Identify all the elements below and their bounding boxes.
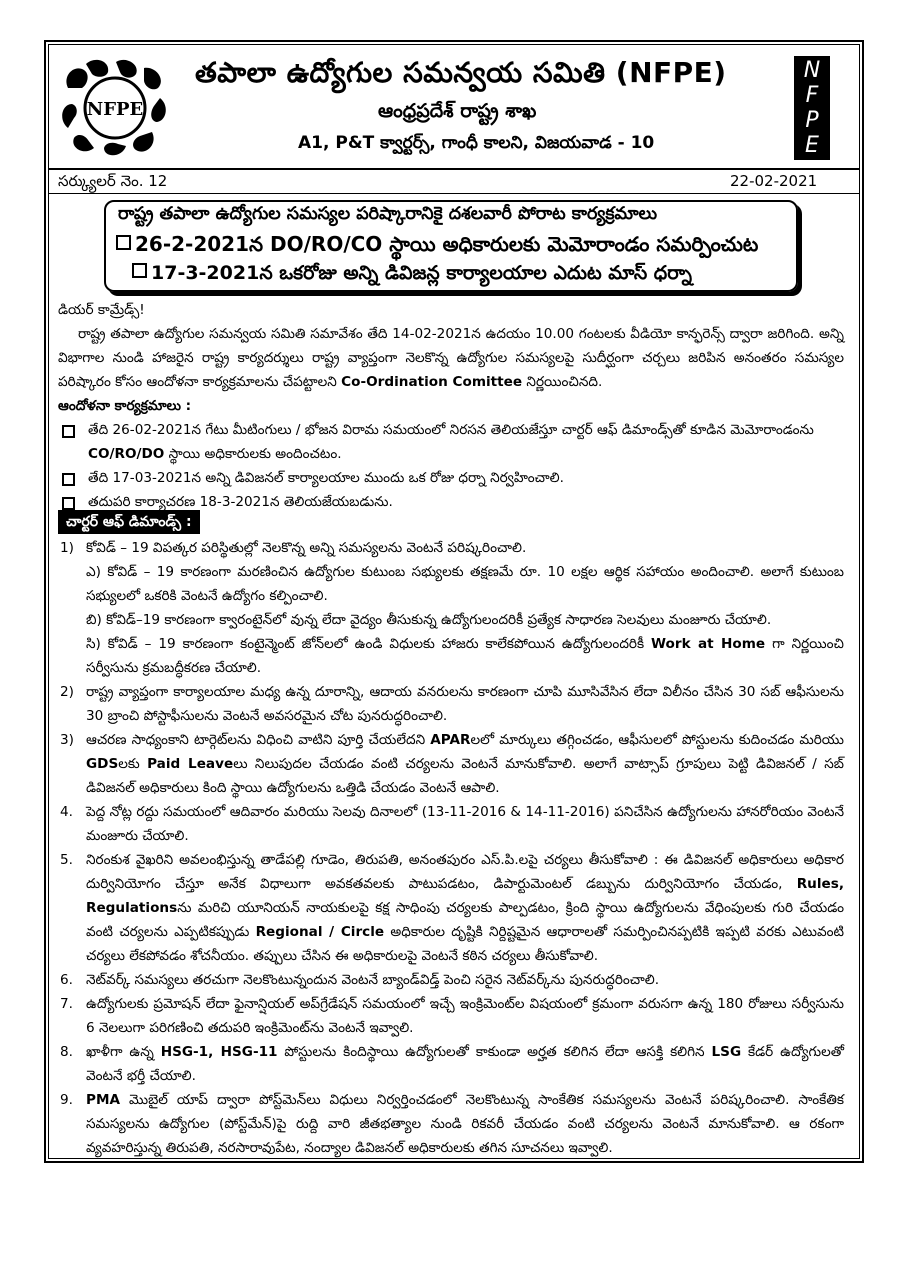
- demand-item: 6. నెట్‌వర్క్ సమస్యలు తరచుగా నెలకొంటున్నందున వెంటనే బ్యాండ్‌విడ్త్ పెంచి సరైన నెట్‌వర్క్‌ను పునరుద్ధరించాలి.: [60, 972, 660, 988]
- badge-letter: N: [803, 58, 821, 83]
- checkbox-icon: [62, 497, 75, 510]
- program-item: తదుపరి కార్యాచరణ 18-3-2021న తెలియజేయబడును.: [58, 490, 844, 514]
- badge-letter: E: [805, 133, 819, 158]
- demand-item: 8. ఖాళీగా ఉన్న HSG-1, HSG-11 పోస్టులను కిందిస్థాయి ఉద్యోగులతో కాకుండా అర్హత కలిగిన లేదా ఆసక్తి కలిగిన LSG కేడర్ ఉద్యోగులతో వెంటనే భర్తీ చేయాలి.: [60, 1044, 844, 1084]
- checkbox-icon: [62, 425, 75, 438]
- demand-item: 2) రాష్ట్ర వ్యాప్తంగా కార్యాలయాల మధ్య ఉన్న దూరాన్ని, ఆదాయ వనరులను కారణంగా చూపి మూసివేసిన లేదా విలీనం చేసిన 30 సబ్ ఆఫీసులను 30 బ్రాంచి పోస్టాఫీసులను వెంటనే అవసరమైన చోట పునరుద్ధరించాలి.: [60, 684, 844, 724]
- headline-line-1: రాష్ట్ర తపాలా ఉద్యోగుల సమస్యల పరిష్కారానికై దశలవారీ పోరాట కార్యక్రమాలు: [118, 204, 658, 224]
- programs-heading: ఆందోళనా కార్యక్రమాలు :: [58, 398, 192, 414]
- demand-item: 9. PMA మొబైల్ యాప్ ద్వారా పోస్ట్‌మెన్‌లు విధులు నిర్వర్తించడంలో నెలకొంటున్న సాంకేతిక సమస్యలను వెంటనే పరిష్కరించాలి. సాంకేతిక సమస్యలను ఉద్యోగుల (పోస్ట్‌మేన్)పై రుద్ది వారి జీతభత్యాల నుండి రికవరీ చేయడం వంటి చర్యలను వెంటనే మానుకోవాలి. ఆ రకంగా వ్యవహరిస్తున్న తిరుపతి, నరసారావుపేట, నంద్యాల డివిజనల్ అధికారులకు తగిన సూచనలు ఇవ్వాలి.: [60, 1092, 844, 1156]
- state-unit: ఆంధ్రప్రదేశ్ రాష్ట్ర శాఖ: [378, 100, 537, 122]
- headline-line-2: 26-2-2021న DO/RO/CO స్థాయి అధికారులకు మెమోరాండం సమర్పించుట: [116, 232, 758, 261]
- headline-line-3: 17-3-2021న ఒకరోజు అన్ని డివిజన్ల కార్యాలయాల ఎదుట మాస్ ధర్నా: [132, 262, 692, 289]
- badge-letter: P: [805, 108, 819, 133]
- demand-item: 4. పెద్ద నోట్ల రద్దు సమయంలో ఆదివారం మరియు సెలవు దినాలలో (13-11-2016 & 14-11-2016) పనిచేసిన ఉద్యోగులను హానరోరియం వెంటనే మంజూరు చేయాలి.: [60, 804, 844, 844]
- nfpe-side-badge: [794, 56, 830, 160]
- demand-item: 1) కోవిడ్ – 19 విపత్కర పరిస్థితుల్లో నెలకొన్న అన్ని సమస్యలను వెంటనే పరిష్కరించాలి. ఎ) కోవిడ్ – 19 కారణంగా మరణించిన ఉద్యోగుల కుటుంబ సభ్యులకు తక్షణమే రూ. 10 లక్షల ఆర్థిక సహాయం అందించాలి. అలాగే కుటుంబ సభ్యులలో ఒకరికి వెంటనే ఉద్యోగం కల్పించాలి. బి) కోవిడ్–19 కారణంగా క్వారంటైన్‌లో వున్న లేదా వైద్యం తీసుకున్న ఉద్యోగులందరికీ ప్రత్యేక సాధారణ సెలవులు మంజూరు చేయాలి. సి) కోవిడ్ – 19 కారణంగా కంటైన్మెంట్ జోన్‌లలో ఉండి విధులకు హాజరు కాలేకపోయిన ఉద్యోగులందరికీ Work at Home గా నిర్ణయించి సర్వీసును క్రమబద్ధీకరణ చేయాలి.: [60, 540, 844, 676]
- intro-paragraph: రాష్ట్ర తపాలా ఉద్యోగుల సమన్వయ సమితి సమావేశం తేది 14-02-2021న ఉదయం 10.00 గంటలకు వీడియో కాన్ఫరెన్స్ ద్వారా జరిగింది. అన్ని విభాగాల నుండి హాజరైన రాష్ట్ర కార్యదర్శులు రాష్ట్ర వ్యాప్తంగా నెలకొన్న ఉద్యోగుల సమస్యలపై సుదీర్ఘంగా చర్చలు జరిపిన అనంతరం సమస్యల పరిష్కారం కోసం ఆందోళనా కార్యక్రమాలను చేపట్టాలని Co-Ordination Comittee నిర్ణయించినది.: [58, 326, 844, 390]
- nfpe-logo: [60, 58, 170, 158]
- greeting: డియర్ కామ్రేడ్స్!: [58, 302, 145, 318]
- checkbox-icon: [116, 235, 131, 250]
- circular-number: సర్క్యులర్ నెం. 12: [58, 172, 168, 190]
- program-item: తేది 26-02-2021న గేటు మీటింగులు / భోజన విరామ సమయంలో నిరసన తెలియజేస్తూ చార్టర్ ఆఫ్ డిమాండ్స్‌తో కూడిన మెమోరాండంను CO/RO/DO స్థాయి అధికారులకు అందించటం.: [58, 418, 844, 466]
- meta-divider: [48, 193, 860, 194]
- header-divider: [48, 168, 860, 170]
- demand-item: 5. నిరంకుశ వైఖరిని అవలంభిస్తున్న తాడేపల్లి గూడెం, తిరుపతి, అనంతపురం ఎస్.పి.లపై చర్యలు తీసుకోవాలి : ఈ డివిజనల్ అధికారులు అధికార దుర్వినియోగం చేస్తూ అనేక విధాలుగా అవకతవలకు పాటుపడటం, డిపార్టుమెంటల్ డబ్బును దుర్వినియోగం చేయడం, Rules, Regulationsను మరిచి యూనియన్ నాయకులపై కక్ష సాధింపు చర్యలకు పాల్పడటం, క్రింది స్థాయి ఉద్యోగులను వేధింపులకు గురి చేయడం వంటి చర్యలను ఎప్పటికప్పుడు Regional / Circle అధికారుల దృష్టికి నిర్దిష్టమైన ఆధారాలతో సమర్పించినప్పటికి ఇప్పటి వరకు ఎటువంటి చర్యలు లేకపోవడం శోచనీయం. తప్పులు చేసిన ఈ అధికారులపై వెంటనే కఠిన చర్యలు తీసుకోవాలి.: [60, 852, 844, 964]
- demand-item: 7. ఉద్యోగులకు ప్రమోషన్ లేదా ఫైనాన్షియల్ అప్‌గ్రేడేషన్ సమయంలో ఇచ్చే ఇంక్రిమెంట్‌ల విషయంలో క్రమంగా వరుసగా ఉన్న 180 రోజులు సర్వీసును 6 నెలలుగా పరిగణించి తదుపరి ఇంక్రిమెంట్‌ను వెంటనే ఇవ్వాలి.: [60, 996, 844, 1036]
- demand-item: 3) ఆచరణ సాధ్యంకాని టార్గెట్‌లను విధించి వాటిని పూర్తి చేయలేదని APARలలో మార్కులు తగ్గించడం, ఆఫీసులలో పోస్టులను కుదించడం మరియు GDSలకు Paid Leaveలు నిలుపుదల చేయడం వంటి చర్యలను వెంటనే మానుకోవాలి. అలాగే వాట్సాప్ గ్రూపులు పెట్టి డివిజనల్ / సబ్ డివిజనల్ అధికారులు కింది స్థాయి ఉద్యోగులను ఒత్తిడి చేయడం వెంటనే ఆపాలి.: [60, 732, 844, 796]
- checkbox-icon: [132, 263, 147, 278]
- logo-text: NFPE: [86, 99, 144, 120]
- program-item: తేది 17-03-2021న అన్ని డివిజనల్ కార్యాలయాల ముందు ఒక రోజు ధర్నా నిర్వహించాలి.: [58, 466, 844, 490]
- badge-letter: F: [805, 83, 819, 108]
- demands-heading: చార్టర్ ఆఫ్ డిమాండ్స్ :: [58, 510, 200, 534]
- org-title: తపాలా ఉద్యోగుల సమన్వయ సమితి (NFPE): [195, 56, 727, 89]
- checkbox-icon: [62, 473, 75, 486]
- address: A1, P&T క్వార్టర్స్, గాంధీ కాలని, విజయవాడ - 10: [298, 133, 655, 153]
- circular-date: 22-02-2021: [730, 172, 818, 190]
